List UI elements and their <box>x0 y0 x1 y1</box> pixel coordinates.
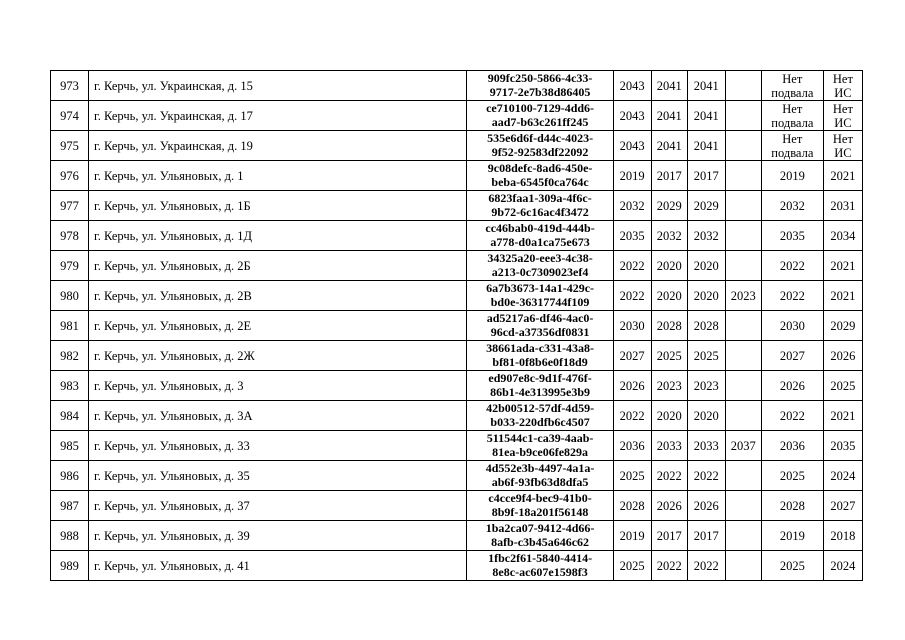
guid-cell <box>467 311 613 341</box>
table-row <box>51 251 863 281</box>
year-2-cell: 2041 <box>651 101 687 131</box>
address-cell: г. Керчь, ул. Ульяновых, д. 3А <box>89 401 467 431</box>
guid-line-1: 42b00512-57df-4d59- <box>486 401 595 415</box>
year-3-cell: 2020 <box>687 401 725 431</box>
year-3-cell: 2017 <box>687 161 725 191</box>
year-2-cell: 2029 <box>651 191 687 221</box>
guid-line-1: 1fbc2f61-5840-4414- <box>488 551 593 565</box>
address-cell: г. Керчь, ул. Украинская, д. 19 <box>89 131 467 161</box>
housing-register-table <box>50 70 863 581</box>
year-1-cell: 2019 <box>613 521 651 551</box>
year-2-cell: 2020 <box>651 401 687 431</box>
row-number-cell: 977 <box>51 191 89 221</box>
address-cell: г. Керчь, ул. Ульяновых, д. 1Б <box>89 191 467 221</box>
row-number-cell: 979 <box>51 251 89 281</box>
year-6-cell: 2034 <box>823 221 862 251</box>
guid-line-2: beba-6545f0ca764c <box>491 174 589 189</box>
table-row <box>51 191 863 221</box>
address-cell: г. Керчь, ул. Ульяновых, д. 2Е <box>89 311 467 341</box>
year-3-cell: 2041 <box>687 71 725 101</box>
year-2-cell: 2022 <box>651 461 687 491</box>
year-5-cell: 2026 <box>761 371 823 401</box>
row-number-cell: 989 <box>51 551 89 581</box>
address-cell: г. Керчь, ул. Ульяновых, д. 33 <box>89 431 467 461</box>
year-1-cell: 2019 <box>613 161 651 191</box>
year-6-cell: 2026 <box>823 341 862 371</box>
row-number-cell: 981 <box>51 311 89 341</box>
year-3-cell: 2026 <box>687 491 725 521</box>
year-6-cell: 2021 <box>823 251 862 281</box>
year-3-cell: 2017 <box>687 521 725 551</box>
year-2-cell: 2017 <box>651 161 687 191</box>
year-6-cell: 2018 <box>823 521 862 551</box>
guid-line-1: c4cce9f4-bec9-41b0- <box>488 491 592 505</box>
year-5-cell: 2035 <box>761 221 823 251</box>
year-4-cell: 2023 <box>725 281 761 311</box>
guid-line-2: ab6f-93fb63d8dfa5 <box>491 474 589 489</box>
row-number-cell: 978 <box>51 221 89 251</box>
year-2-cell: 2026 <box>651 491 687 521</box>
year-3-cell: 2041 <box>687 131 725 161</box>
year-4-cell <box>725 371 761 401</box>
guid-cell <box>467 551 613 581</box>
year-6-cell: Нет ИС <box>823 71 862 101</box>
year-2-cell: 2022 <box>651 551 687 581</box>
table-row <box>51 461 863 491</box>
year-5-cell: 2019 <box>761 161 823 191</box>
guid-cell <box>467 371 613 401</box>
year-1-cell: 2028 <box>613 491 651 521</box>
year-5-cell: 2019 <box>761 521 823 551</box>
guid-line-1: 4d552e3b-4497-4a1a- <box>485 461 595 475</box>
guid-line-1: 6823faa1-309a-4f6c- <box>488 191 592 205</box>
guid-line-1: ed907e8c-9d1f-476f- <box>488 371 592 385</box>
year-3-cell: 2028 <box>687 311 725 341</box>
row-number-cell: 980 <box>51 281 89 311</box>
year-2-cell: 2020 <box>651 251 687 281</box>
year-3-cell: 2025 <box>687 341 725 371</box>
guid-cell <box>467 461 613 491</box>
year-5-cell: 2032 <box>761 191 823 221</box>
guid-line-2: aad7-b63c261ff245 <box>491 114 589 129</box>
guid-line-1: 1ba2ca07-9412-4d66- <box>485 521 595 535</box>
year-5-cell: 2022 <box>761 281 823 311</box>
year-1-cell: 2025 <box>613 551 651 581</box>
year-1-cell: 2035 <box>613 221 651 251</box>
guid-line-2: 8b9f-18a201f56148 <box>491 504 589 519</box>
guid-line-1: ce710100-7129-4dd6- <box>486 101 595 115</box>
year-6-cell: 2029 <box>823 311 862 341</box>
guid-cell <box>467 131 613 161</box>
address-cell: г. Керчь, ул. Ульяновых, д. 41 <box>89 551 467 581</box>
address-cell: г. Керчь, ул. Ульяновых, д. 1 <box>89 161 467 191</box>
address-cell: г. Керчь, ул. Украинская, д. 15 <box>89 71 467 101</box>
year-6-cell: 2021 <box>823 401 862 431</box>
year-6-cell: Нет ИС <box>823 101 862 131</box>
year-5-cell: Нет подвала <box>761 101 823 131</box>
table-row <box>51 491 863 521</box>
year-1-cell: 2022 <box>613 251 651 281</box>
table-row <box>51 551 863 581</box>
year-5-cell: 2036 <box>761 431 823 461</box>
year-3-cell: 2032 <box>687 221 725 251</box>
year-2-cell: 2025 <box>651 341 687 371</box>
guid-line-2: 8afb-c3b45a646c62 <box>491 534 590 549</box>
guid-line-1: 38661ada-c331-43a8- <box>486 341 595 355</box>
guid-line-1: 9c08defc-8ad6-450e- <box>487 161 593 175</box>
guid-line-1: ad5217a6-df46-4ac0- <box>486 311 594 325</box>
address-cell: г. Керчь, ул. Ульяновых, д. 2Ж <box>89 341 467 371</box>
guid-cell <box>467 251 613 281</box>
guid-line-2: 9f52-92583df22092 <box>491 144 589 159</box>
year-4-cell <box>725 311 761 341</box>
year-2-cell: 2041 <box>651 71 687 101</box>
guid-cell <box>467 431 613 461</box>
guid-cell <box>467 191 613 221</box>
guid-line-2: 86b1-4e313995e3b9 <box>490 384 591 399</box>
table-row <box>51 431 863 461</box>
year-5-cell: 2022 <box>761 401 823 431</box>
year-2-cell: 2023 <box>651 371 687 401</box>
guid-line-1: cc46bab0-419d-444b- <box>485 221 595 235</box>
address-cell: г. Керчь, ул. Ульяновых, д. 3 <box>89 371 467 401</box>
year-4-cell <box>725 401 761 431</box>
year-6-cell: 2024 <box>823 461 862 491</box>
year-4-cell: 2037 <box>725 431 761 461</box>
year-6-cell: Нет ИС <box>823 131 862 161</box>
year-2-cell: 2017 <box>651 521 687 551</box>
year-1-cell: 2027 <box>613 341 651 371</box>
table-row <box>51 311 863 341</box>
row-number-cell: 983 <box>51 371 89 401</box>
year-5-cell: 2027 <box>761 341 823 371</box>
year-2-cell: 2032 <box>651 221 687 251</box>
year-1-cell: 2022 <box>613 281 651 311</box>
address-cell: г. Керчь, ул. Ульяновых, д. 2В <box>89 281 467 311</box>
year-4-cell <box>725 551 761 581</box>
guid-cell <box>467 101 613 131</box>
year-3-cell: 2022 <box>687 461 725 491</box>
table-row <box>51 401 863 431</box>
year-5-cell: Нет подвала <box>761 131 823 161</box>
year-3-cell: 2023 <box>687 371 725 401</box>
year-4-cell <box>725 341 761 371</box>
year-4-cell <box>725 131 761 161</box>
row-number-cell: 986 <box>51 461 89 491</box>
address-cell: г. Керчь, ул. Украинская, д. 17 <box>89 101 467 131</box>
row-number-cell: 988 <box>51 521 89 551</box>
row-number-cell: 973 <box>51 71 89 101</box>
year-1-cell: 2026 <box>613 371 651 401</box>
year-4-cell <box>725 221 761 251</box>
year-6-cell: 2035 <box>823 431 862 461</box>
year-5-cell: 2025 <box>761 551 823 581</box>
year-4-cell <box>725 461 761 491</box>
year-1-cell: 2030 <box>613 311 651 341</box>
year-1-cell: 2032 <box>613 191 651 221</box>
row-number-cell: 975 <box>51 131 89 161</box>
year-5-cell: Нет подвала <box>761 71 823 101</box>
year-4-cell <box>725 71 761 101</box>
year-5-cell: 2030 <box>761 311 823 341</box>
guid-cell <box>467 401 613 431</box>
address-cell: г. Керчь, ул. Ульяновых, д. 1Д <box>89 221 467 251</box>
table-row <box>51 101 863 131</box>
guid-cell <box>467 161 613 191</box>
guid-line-2: 9b72-6c16ac4f3472 <box>491 204 589 219</box>
year-5-cell: 2025 <box>761 461 823 491</box>
address-cell: г. Керчь, ул. Ульяновых, д. 35 <box>89 461 467 491</box>
year-3-cell: 2029 <box>687 191 725 221</box>
row-number-cell: 982 <box>51 341 89 371</box>
guid-cell <box>467 521 613 551</box>
year-6-cell: 2024 <box>823 551 862 581</box>
row-number-cell: 985 <box>51 431 89 461</box>
guid-cell <box>467 221 613 251</box>
year-4-cell <box>725 521 761 551</box>
guid-line-2: bf81-0f8b6e0f18d9 <box>492 354 588 369</box>
guid-line-2: a778-d0a1ca75e673 <box>490 234 590 249</box>
table-body <box>51 71 863 581</box>
year-1-cell: 2043 <box>613 101 651 131</box>
table-row <box>51 161 863 191</box>
table-row <box>51 371 863 401</box>
year-1-cell: 2043 <box>613 71 651 101</box>
address-cell: г. Керчь, ул. Ульяновых, д. 2Б <box>89 251 467 281</box>
year-4-cell <box>725 251 761 281</box>
row-number-cell: 987 <box>51 491 89 521</box>
year-4-cell <box>725 101 761 131</box>
year-6-cell: 2027 <box>823 491 862 521</box>
year-2-cell: 2041 <box>651 131 687 161</box>
year-2-cell: 2033 <box>651 431 687 461</box>
year-4-cell <box>725 191 761 221</box>
guid-line-1: 535e6d6f-d44c-4023- <box>487 131 594 145</box>
guid-line-1: 909fc250-5866-4c33- <box>487 71 593 85</box>
year-1-cell: 2022 <box>613 401 651 431</box>
guid-cell <box>467 341 613 371</box>
year-6-cell: 2021 <box>823 281 862 311</box>
year-3-cell: 2020 <box>687 251 725 281</box>
year-2-cell: 2028 <box>651 311 687 341</box>
table-row <box>51 221 863 251</box>
table-row <box>51 341 863 371</box>
table-row <box>51 71 863 101</box>
year-6-cell: 2025 <box>823 371 862 401</box>
row-number-cell: 974 <box>51 101 89 131</box>
table-row <box>51 131 863 161</box>
guid-line-2: a213-0c7309023ef4 <box>491 264 589 279</box>
year-3-cell: 2020 <box>687 281 725 311</box>
year-1-cell: 2025 <box>613 461 651 491</box>
year-2-cell: 2020 <box>651 281 687 311</box>
year-5-cell: 2028 <box>761 491 823 521</box>
guid-line-2: 81ea-b9ce06fe829a <box>492 444 589 459</box>
year-6-cell: 2031 <box>823 191 862 221</box>
year-5-cell: 2022 <box>761 251 823 281</box>
year-6-cell: 2021 <box>823 161 862 191</box>
guid-line-2: bd0e-36317744f109 <box>490 294 590 309</box>
year-1-cell: 2043 <box>613 131 651 161</box>
year-3-cell: 2041 <box>687 101 725 131</box>
guid-line-2: 9717-2e7b38d86405 <box>489 84 591 99</box>
year-3-cell: 2022 <box>687 551 725 581</box>
guid-line-2: 8e8c-ac607e1598f3 <box>492 564 588 579</box>
guid-line-2: b033-220dfb6c4507 <box>490 414 590 429</box>
row-number-cell: 976 <box>51 161 89 191</box>
year-1-cell: 2036 <box>613 431 651 461</box>
guid-cell <box>467 491 613 521</box>
table-row <box>51 281 863 311</box>
address-cell: г. Керчь, ул. Ульяновых, д. 37 <box>89 491 467 521</box>
guid-cell <box>467 281 613 311</box>
guid-line-1: 34325a20-eee3-4c38- <box>487 251 593 265</box>
guid-line-1: 6a7b3673-14a1-429c- <box>486 281 595 295</box>
guid-line-1: 511544c1-ca39-4aab- <box>486 431 594 445</box>
year-3-cell: 2033 <box>687 431 725 461</box>
address-cell: г. Керчь, ул. Ульяновых, д. 39 <box>89 521 467 551</box>
row-number-cell: 984 <box>51 401 89 431</box>
year-4-cell <box>725 491 761 521</box>
guid-line-2: 96cd-a37356df0831 <box>490 324 590 339</box>
table-row <box>51 521 863 551</box>
guid-cell <box>467 71 613 101</box>
year-4-cell <box>725 161 761 191</box>
